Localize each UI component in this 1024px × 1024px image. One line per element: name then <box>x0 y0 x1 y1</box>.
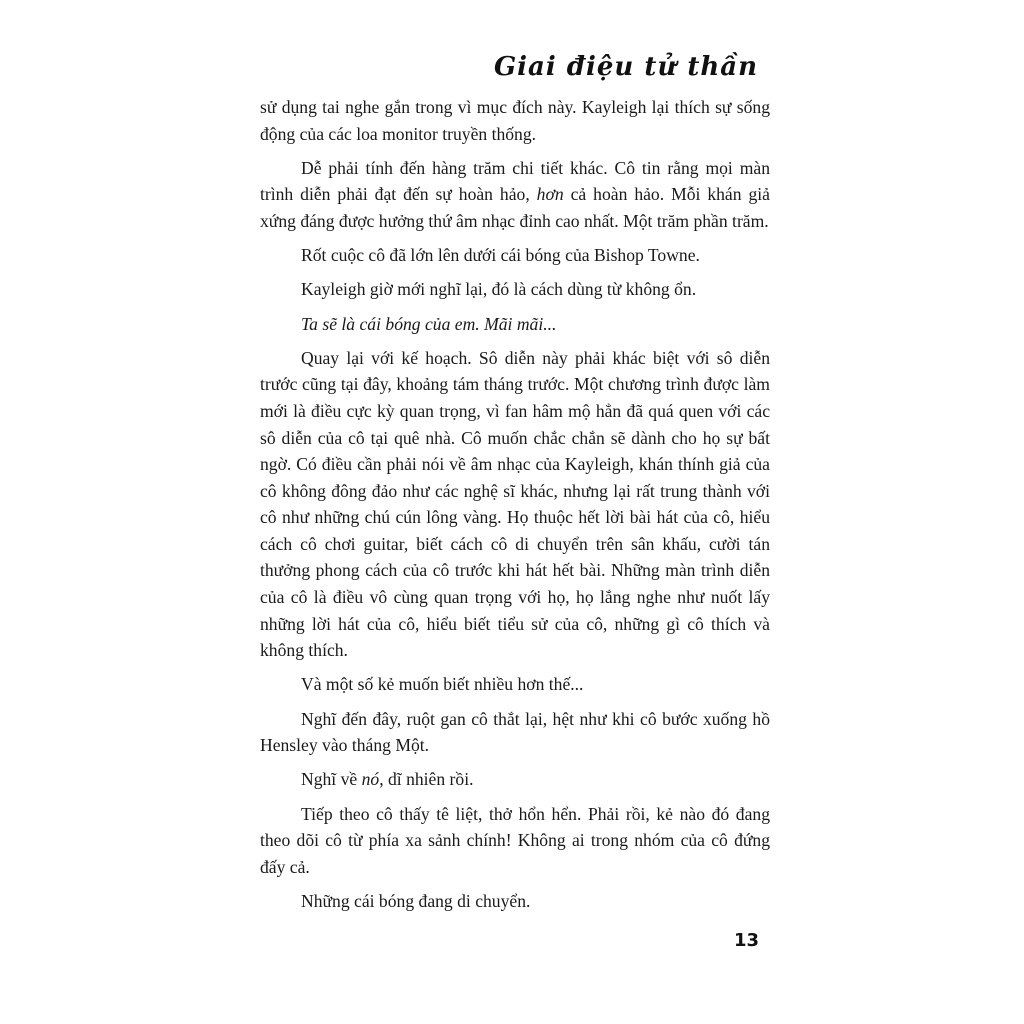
paragraph: Nghĩ đến đây, ruột gan cô thắt lại, hệt như khi cô bước xuống hồ Hensley vào tháng Một. <box>260 708 770 756</box>
paragraph: sử dụng tai nghe gắn trong vì mục đích này. Kayleigh lại thích sự sống động của các loa monitor truyền thống. <box>260 97 770 144</box>
emphasis-text: nó <box>361 769 380 790</box>
paragraph: Quay lại với kế hoạch. Sô diễn này phải khác biệt với sô diễn trước cũng tại đây, khoảng tám tháng trước. Một chương trình được làm mới là điều cực kỳ quan trọng, vì fan hâm mộ hẳn đã quá quen với các sô diễn của cô tại quê nhà. Cô muốn chắc chắn sẽ dành cho họ sự bất ngờ. Có điều cần phải nói về âm nhạc của Kayleigh, khán thính giả của cô không đông đảo như các nghệ sĩ khác, nhưng lại rất trung thành với cô như những chú cún lông vàng. Họ thuộc hết lời bài hát của cô, hiểu cách cô chơi guitar, biết cách cô di chuyển trên sân khấu, cười tán thưởng phong cách của cô trước khi hát hết bài. Những màn trình diễn của cô là điều vô cùng quan trọng với họ, họ lắng nghe như nuốt lấy những lời hát của cô, hiểu biết tiểu sử của cô, những gì cô thích và không thích. <box>260 347 770 661</box>
paragraph-text: Nghĩ về <box>301 769 362 790</box>
emphasis-text: hơn <box>536 184 564 205</box>
italic-paragraph: Ta sẽ là cái bóng của em. Mãi mãi... <box>301 313 557 334</box>
paragraph-text: cả hoàn hảo. Mỗi khán giả xứng đáng được hưởng thứ âm nhạc đỉnh cao nhất. Một trăm phần trăm. <box>260 184 770 231</box>
paragraph <box>260 155 770 235</box>
paragraph <box>260 766 770 793</box>
page-number: 13 <box>734 930 760 951</box>
paragraph: Tiếp theo cô thấy tê liệt, thở hổn hển. Phải rồi, kẻ nào đó đang theo dõi cô từ phía xa sảnh chính! Không ai trong nhóm của cô đứng đấy cả. <box>260 803 770 877</box>
running-title: Giai điệu tử thần <box>493 52 758 82</box>
paragraph: Và một số kẻ muốn biết nhiều hơn thế... <box>301 674 584 695</box>
paragraph-text: , dĩ nhiên rồi. <box>379 769 474 790</box>
paragraph-text: Dễ phải tính đến hàng trăm chi tiết khác. Cô tin rằng mọi màn trình diễn phải đạt đến sự hoàn hảo, <box>260 157 770 205</box>
paragraph: Rốt cuộc cô đã lớn lên dưới cái bóng của Bishop Towne. <box>301 245 700 266</box>
paragraph: Kayleigh giờ mới nghĩ lại, đó là cách dùng từ không ổn. <box>301 279 697 300</box>
page-body <box>260 94 770 922</box>
paragraph: Những cái bóng đang di chuyển. <box>301 890 531 911</box>
